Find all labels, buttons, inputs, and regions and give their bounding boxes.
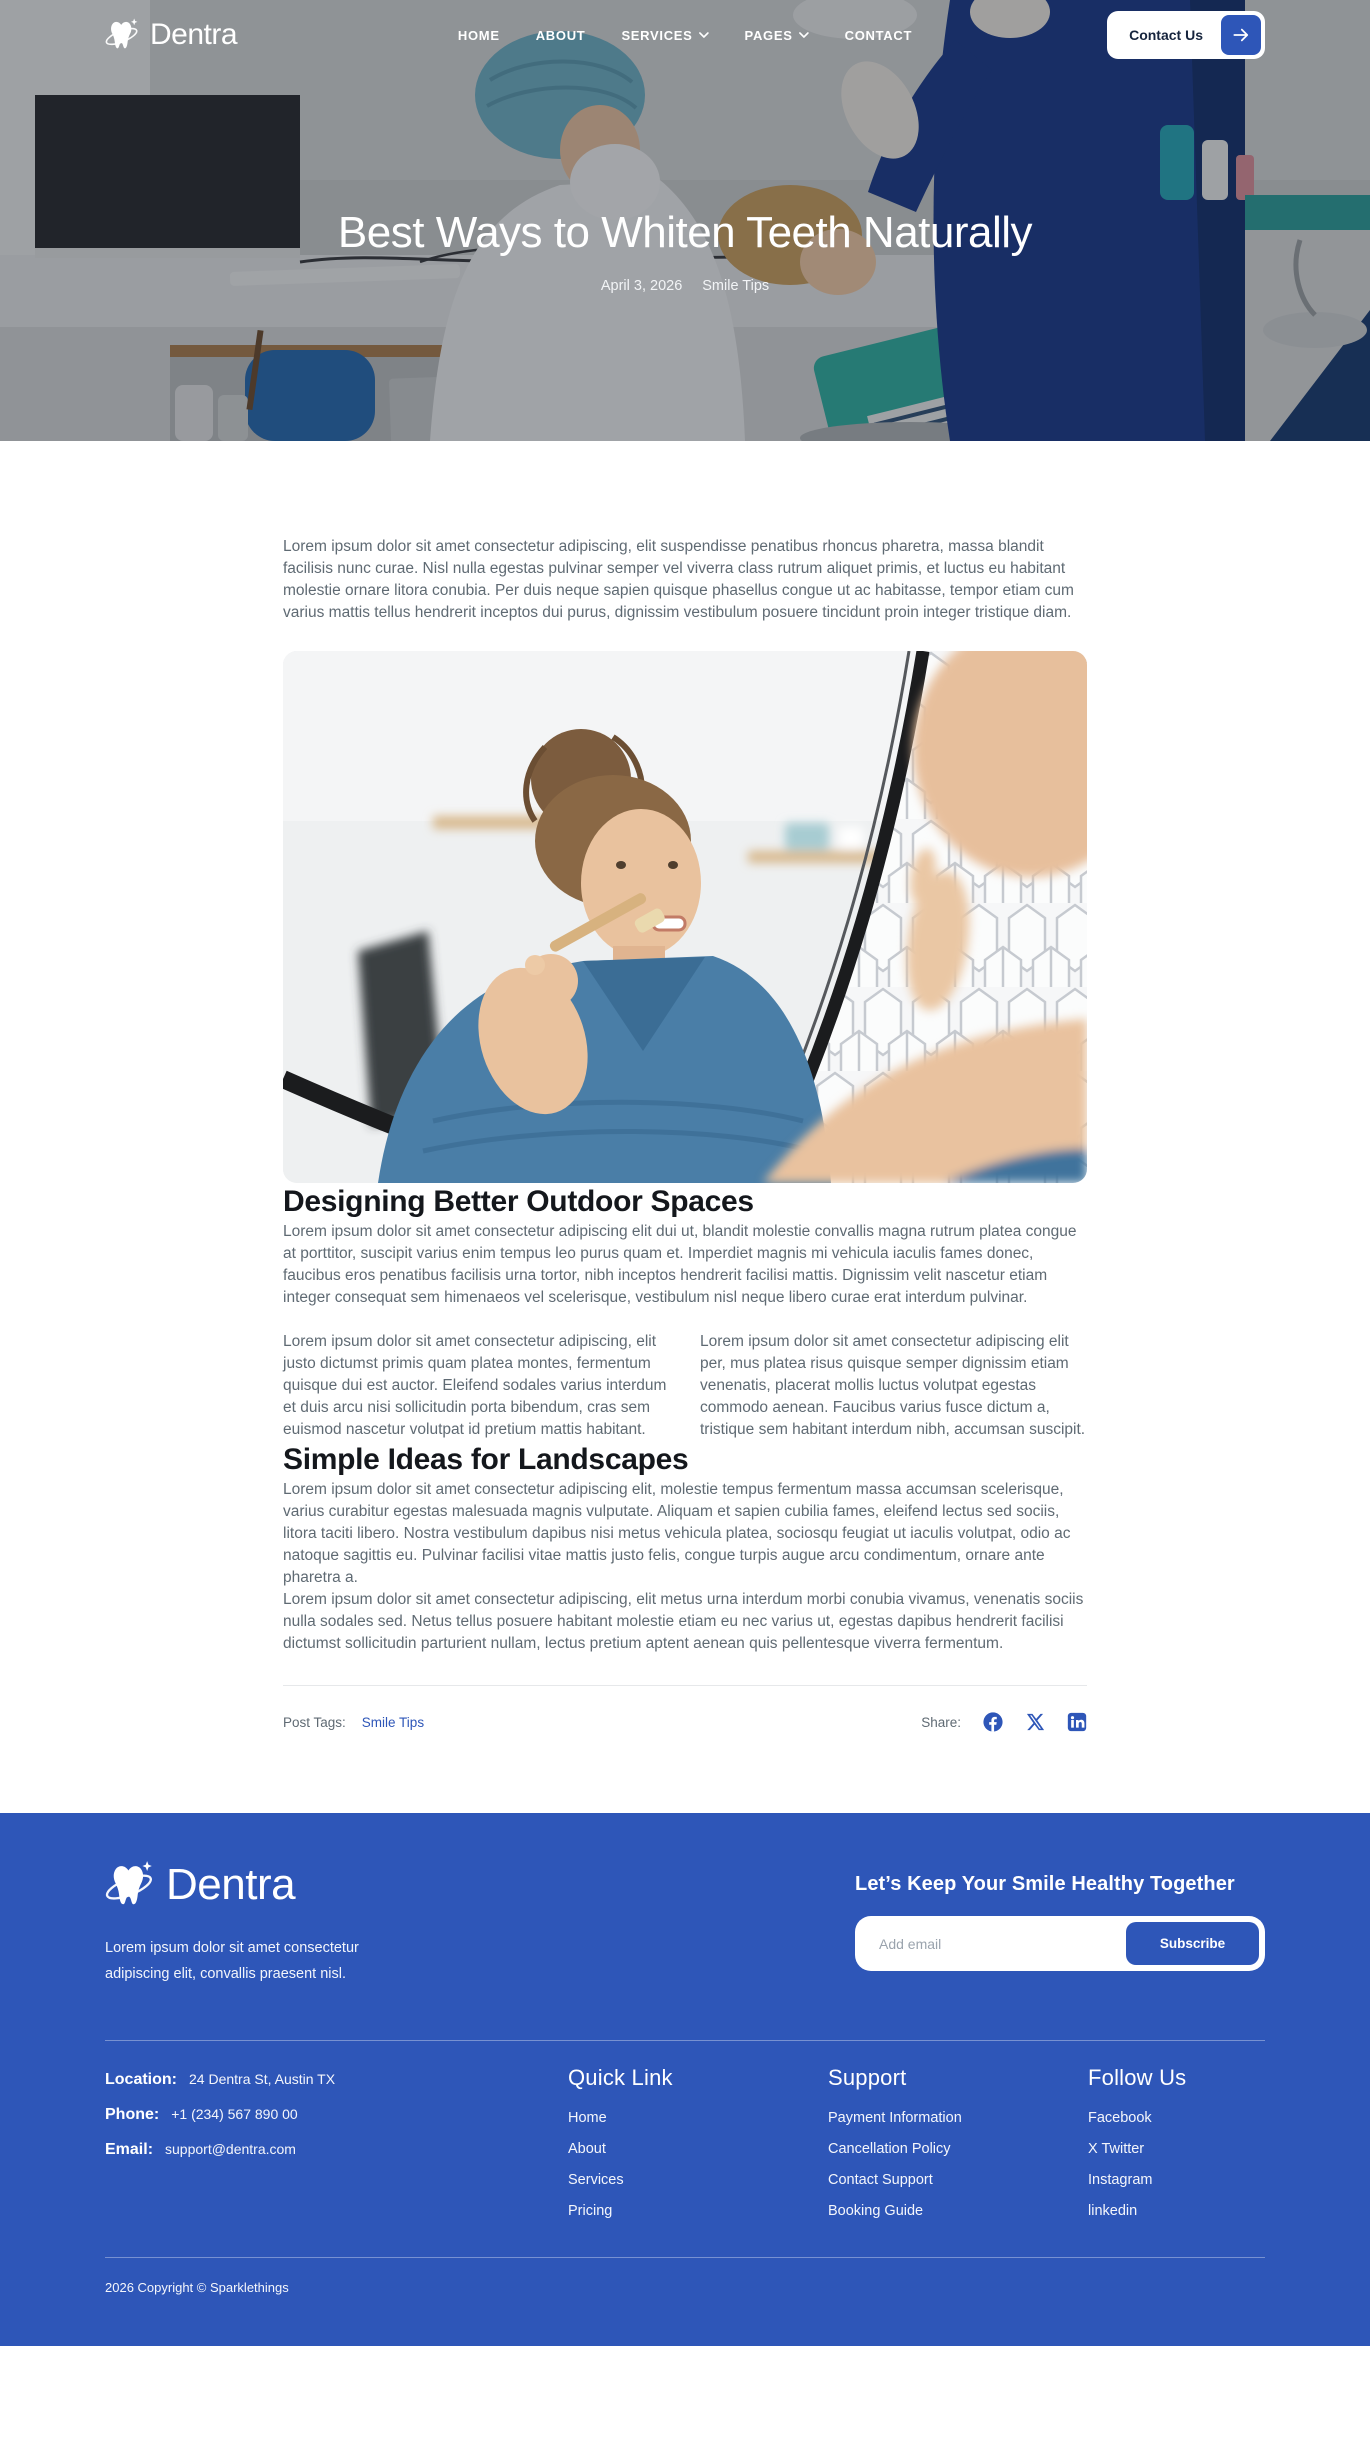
footer (0, 1813, 1370, 2346)
column-left-paragraph: Lorem ipsum dolor sit amet consectetur adipiscing, elit justo dictumst primis quam platea montes, fermentum quisque dui est auctor. Eleifend sodales varius interdum et duis arcu nisi sollicitudin porta bibendum, cras sem euismod nascetur volutpat id pretium mattis habitant. (283, 1333, 667, 1438)
footer-divider-top (105, 2040, 1265, 2041)
footer-tagline: Lorem ipsum dolor sit amet consectetur adipiscing elit, convallis praesent nisl. (105, 1940, 359, 1982)
newsletter-heading: Let’s Keep Your Smile Healthy Together (855, 1873, 1235, 1895)
nav-item-about[interactable] (536, 28, 586, 43)
brand-logo[interactable] (105, 17, 237, 53)
footer-logo[interactable] (105, 1859, 410, 1911)
footer-link-pricing[interactable]: Pricing (568, 2202, 613, 2219)
follow-us-title: Follow Us (1088, 2064, 1187, 2090)
two-column-text (283, 1331, 1087, 1441)
nav-item-home[interactable] (458, 28, 500, 43)
phone-value[interactable]: +1 (234) 567 890 00 (171, 2105, 298, 2122)
footer-link-instagram[interactable]: Instagram (1088, 2171, 1153, 2188)
footer-link-booking-guide[interactable]: Booking Guide (828, 2202, 924, 2219)
section2-paragraph-2: Lorem ipsum dolor sit amet consectetur adipiscing, elit metus urna interdum morbi conubia vivamus, venenatis sociis nulla sodales sed. Netus tellus posuere habitant molestie etiam eu nec varius ut, egestas dapibus hendrerit facilisi dictumst sollicitudin parturient nullam, lectus pretium aptent aenean quis pellentesque viverra fermentum. (283, 1591, 1084, 1652)
location-label: Location: (105, 2070, 177, 2088)
contact-location-row (105, 2071, 568, 2089)
linkedin-icon[interactable] (1067, 1712, 1087, 1732)
footer-link-about[interactable]: About (568, 2140, 606, 2157)
hero-content (0, 208, 1370, 294)
share-label: Share: (921, 1714, 961, 1730)
contact-phone-row (105, 2106, 568, 2124)
chevron-down-icon (699, 32, 709, 38)
nav-label: CONTACT (844, 27, 913, 43)
footer-link-x-twitter[interactable]: X Twitter (1088, 2140, 1145, 2157)
email-value[interactable]: support@dentra.com (165, 2140, 296, 2157)
contact-email-row (105, 2141, 568, 2159)
email-input[interactable] (861, 1936, 1126, 1952)
site-header (0, 0, 1370, 70)
main-nav (458, 28, 912, 43)
contact-us-button[interactable] (1107, 11, 1265, 59)
nav-item-pages[interactable] (745, 28, 809, 43)
brand-name: Dentra (150, 18, 238, 51)
post-tags-label: Post Tags: (283, 1714, 346, 1730)
nav-label: PAGES (744, 27, 793, 43)
post-category-link[interactable]: Smile Tips (702, 278, 770, 294)
footer-brand-name: Dentra (166, 1860, 296, 1909)
footer-link-facebook[interactable]: Facebook (1088, 2109, 1152, 2126)
section-heading-2: Simple Ideas for Landscapes (283, 1443, 689, 1476)
post-date: April 3, 2026 (600, 278, 683, 294)
nav-label: SERVICES (621, 27, 693, 43)
post-title: Best Ways to Whiten Teeth Naturally (337, 208, 1033, 257)
post-tags (283, 1715, 424, 1730)
column-right-paragraph: Lorem ipsum dolor sit amet consectetur adipiscing elit per, mus platea risus quisque semper dignissim etiam venenatis, placerat mollis luctus volutpat egestas commodo aenean. Faucibus varius fusce dictum a, tristique sem habitant interdum nibh, accumsan suscipit. (700, 1333, 1086, 1438)
subscribe-button[interactable]: Subscribe (1126, 1922, 1259, 1965)
tooth-logo-icon (105, 1859, 157, 1911)
location-value: 24 Dentra St, Austin TX (189, 2070, 336, 2087)
x-twitter-icon[interactable] (1025, 1712, 1045, 1732)
footer-columns (105, 2065, 1265, 2235)
footer-link-contact-support[interactable]: Contact Support (828, 2171, 933, 2188)
tooth-logo-icon (105, 17, 141, 53)
hero-section (0, 0, 1370, 441)
section1-paragraph: Lorem ipsum dolor sit amet consectetur adipiscing elit dui ut, blandit molestie convallis magna rutrum platea congue at porttitor, suscipit varius enim tempus leo purus quam et. Imperdiet magnis mi vehicula iaculis fames donec, faucibus eros penatibus facilisis urna tortor, nibh inceptos hendrerit facilisi mattis. Dignissim velit nascetur etiam integer consequat sem himenaeos vel scelerisque, vestibulum nisl neque libero curae erat interdum pulvinar. (283, 1223, 1077, 1306)
section-heading-1: Designing Better Outdoor Spaces (283, 1185, 754, 1218)
post-meta (0, 278, 1370, 294)
nav-item-contact[interactable] (845, 28, 912, 43)
nav-item-services[interactable] (621, 28, 708, 43)
support-title: Support (828, 2064, 907, 2090)
footer-link-home[interactable]: Home (568, 2109, 607, 2126)
section2-paragraph-1: Lorem ipsum dolor sit amet consectetur adipiscing elit, molestie tempus fermentum massa accumsan scelerisque, varius curabitur egestas malesuada magnis vulputate. Aliquam et sapien cubilia fames, eleifend lectus sed sociis, litora taciti libero. Nostra vestibulum dapibus nisi metus vehicula platea, sociosqu feugiat ut iaculis volutpat, odio ac natoque sagittis eu. Pulvinar facilisi vitae mattis justo felis, congue turpis augue arcu condimentum, ornare ante pharetra a. (283, 1481, 1071, 1586)
footer-link-payment-information[interactable]: Payment Information (828, 2109, 962, 2126)
footer-top (105, 1859, 1265, 2002)
nav-label: HOME (457, 27, 500, 43)
footer-support-links (828, 2065, 1088, 2235)
tag-link-smile-tips[interactable]: Smile Tips (361, 1714, 425, 1730)
footer-link-services[interactable]: Services (568, 2171, 624, 2188)
phone-label: Phone: (105, 2105, 160, 2123)
contact-us-label: Contact Us (1129, 27, 1203, 43)
share-row (921, 1712, 1087, 1732)
footer-quick-links (568, 2065, 828, 2235)
article-image-woman-brushing-teeth (283, 651, 1087, 1183)
article-divider (283, 1685, 1087, 1686)
footer-contact-info (105, 2065, 568, 2235)
email-label: Email: (105, 2140, 154, 2158)
footer-link-cancellation-policy[interactable]: Cancellation Policy (828, 2140, 951, 2157)
footer-brand (105, 1859, 410, 2002)
article-body (283, 441, 1087, 1813)
newsletter-form (855, 1916, 1265, 1971)
copyright-text: 2026 Copyright © Sparklethings (105, 2279, 289, 2295)
facebook-icon[interactable] (983, 1712, 1003, 1732)
tags-share-row (283, 1710, 1087, 1734)
quick-links-title: Quick Link (568, 2064, 673, 2090)
nav-label: ABOUT (535, 27, 586, 43)
footer-link-linkedin[interactable]: linkedin (1088, 2202, 1138, 2219)
chevron-down-icon (799, 32, 809, 38)
arrow-right-icon (1221, 15, 1261, 55)
footer-follow-links (1088, 2065, 1265, 2235)
newsletter (855, 1859, 1265, 2002)
article-intro-paragraph: Lorem ipsum dolor sit amet consectetur adipiscing, elit suspendisse penatibus rhoncus pharetra, massa blandit facilisis nunc curae. Nisl nulla egestas pulvinar semper vel viverra class rutrum aliquet primis, et luctus eu habitant molestie ornare litora conubia. Per duis neque sapien quisque phasellus congue ut ac habitasse, tempor etiam cum varius mattis tellus hendrerit inceptos dui purus, dignissim vestibulum posuere tincidunt proin integer tristique diam. (283, 538, 1074, 621)
